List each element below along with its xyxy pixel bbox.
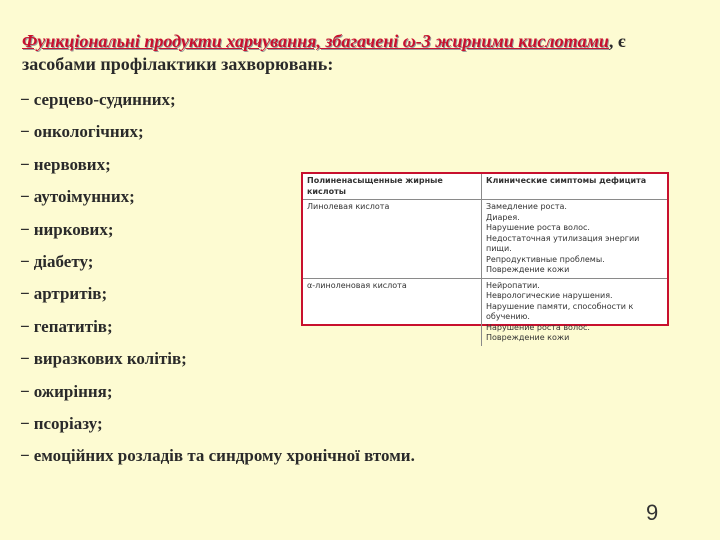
slide-heading bbox=[22, 30, 662, 76]
page-number: 9 bbox=[646, 500, 659, 525]
list-item: − онкологічних; bbox=[20, 122, 144, 142]
list-item: − аутоімунних; bbox=[20, 187, 135, 207]
table-header-acid: Полиненасыщенные жирные кислоты bbox=[303, 174, 482, 200]
table-cell-symptoms: Нейропатии. Неврологические нарушения. Нарушение памяти, способности к обучению. Нарушение роста волос. Повреждение кожи bbox=[486, 280, 634, 342]
heading-highlight: Функціональні продукти харчування, збагачені ω-3 жирними кислотами bbox=[22, 31, 609, 51]
list-item: − ожиріння; bbox=[20, 381, 113, 401]
heading-rest: , є засобами профілактики захворювань: bbox=[22, 31, 626, 74]
deficiency-table bbox=[301, 172, 669, 342]
table-header-row bbox=[303, 174, 667, 200]
list-item: − діабету; bbox=[20, 251, 94, 271]
list-item: − нервових; bbox=[20, 154, 111, 174]
list-item: − емоційних розладів та синдрому хронічної втоми. bbox=[20, 446, 415, 466]
list-item: − серцево-судинних; bbox=[20, 90, 176, 109]
list-item: − гепатитів; bbox=[20, 316, 113, 336]
list-item: − артритів; bbox=[20, 284, 108, 304]
list-item: − псоріазу; bbox=[20, 413, 103, 433]
table-cell-acid: α-линоленовая кислота bbox=[303, 278, 482, 346]
table-cell-acid: Линолевая кислота bbox=[303, 200, 482, 279]
table-row bbox=[303, 278, 667, 346]
list-item: − виразкових колітів; bbox=[20, 349, 187, 369]
list-item: − ниркових; bbox=[20, 219, 114, 239]
table-row bbox=[303, 200, 667, 279]
table-cell-symptoms: Замедление роста. Диарея. Нарушение роста волос. Недостаточная утилизация энергии пищи. Репродуктивные проблемы. Повреждение кожи bbox=[482, 200, 668, 279]
table-header-symptoms: Клинические симптомы дефицита bbox=[482, 174, 668, 200]
